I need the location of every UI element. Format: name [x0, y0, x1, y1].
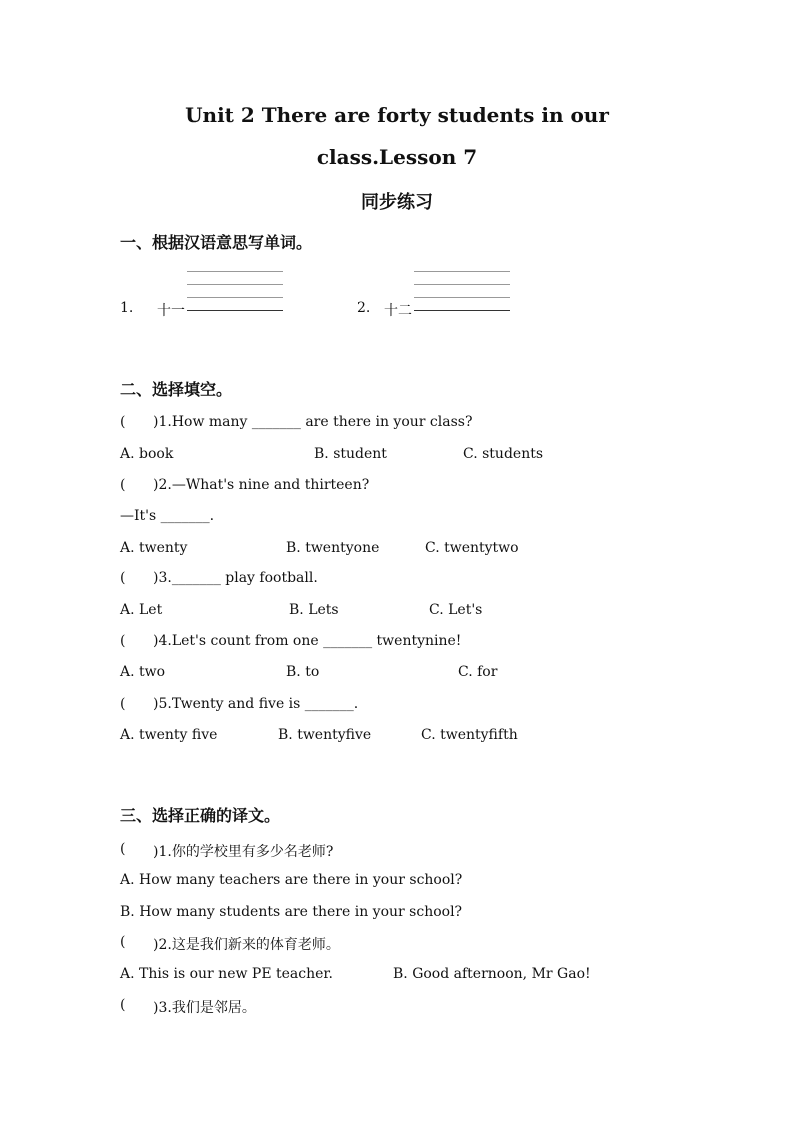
s3-q3-paren: ( — [120, 997, 126, 1013]
s2-q4-option-a: A. two — [120, 664, 166, 680]
s2-q5-text: )5.Twenty and five is _______. — [153, 696, 359, 712]
s2-q2-paren: ( — [120, 477, 126, 493]
section2-heading: 二、选择填空。 — [120, 380, 233, 399]
s1-item1-word: 十一 — [157, 303, 185, 319]
s3-q2-option-b: B. Good afternoon, Mr Gao! — [393, 966, 591, 982]
writing-guide-line — [414, 297, 510, 298]
s2-q1-text: )1.How many _______ are there in your class? — [153, 414, 473, 430]
writing-guide-line — [414, 310, 510, 311]
writing-guide-line — [187, 310, 283, 311]
s3-q1-option-b: B. How many students are there in your school? — [120, 904, 463, 920]
writing-guide-line — [187, 284, 283, 285]
section1-heading: 一、根据汉语意思写单词。 — [120, 233, 313, 252]
s2-q2-reply: —It's _______. — [120, 508, 215, 524]
s1-item2-word: 十二 — [384, 303, 412, 319]
writing-guide-line — [187, 271, 283, 272]
s2-q3-paren: ( — [120, 570, 126, 586]
subtitle: 同步练习 — [361, 192, 433, 213]
s2-q2-text: )2.—What's nine and thirteen? — [153, 477, 370, 493]
title-line-1: Unit 2 There are forty students in our — [185, 103, 609, 127]
s2-q3-option-b: B. Lets — [289, 602, 339, 618]
s3-q1-option-a: A. How many teachers are there in your school? — [120, 872, 463, 888]
section3-heading: 三、选择正确的译文。 — [120, 806, 281, 825]
writing-guide-line — [187, 297, 283, 298]
s2-q2-option-c: C. twentytwo — [425, 540, 519, 556]
s3-q1-text: )1.你的学校里有多少名老师? — [153, 844, 334, 860]
s2-q5-paren: ( — [120, 696, 126, 712]
s2-q1-option-b: B. student — [314, 446, 387, 462]
s3-q3-text: )3.我们是邻居。 — [153, 1000, 256, 1016]
s2-q1-option-c: C. students — [463, 446, 544, 462]
s2-q2-option-b: B. twentyone — [286, 540, 380, 556]
s3-q1-paren: ( — [120, 841, 126, 857]
s2-q5-option-a: A. twenty five — [120, 727, 218, 743]
s2-q3-option-c: C. Let's — [429, 602, 483, 618]
s2-q3-option-a: A. Let — [120, 602, 163, 618]
s2-q2-option-a: A. twenty — [120, 540, 188, 556]
s3-q2-option-a: A. This is our new PE teacher. — [120, 966, 334, 982]
s3-q2-text: )2.这是我们新来的体育老师。 — [153, 937, 340, 953]
s2-q4-option-b: B. to — [286, 664, 320, 680]
s1-item2-number: 2. — [357, 300, 371, 316]
s3-q2-paren: ( — [120, 934, 126, 950]
s2-q4-option-c: C. for — [458, 664, 498, 680]
s2-q3-text: )3._______ play football. — [153, 570, 318, 586]
s2-q1-option-a: A. book — [120, 446, 174, 462]
writing-guide-line — [414, 284, 510, 285]
writing-guide-line — [414, 271, 510, 272]
s2-q5-option-c: C. twentyfifth — [421, 727, 518, 743]
s2-q1-paren: ( — [120, 414, 126, 430]
title-line-2: class.Lesson 7 — [316, 145, 478, 169]
s2-q5-option-b: B. twentyfive — [278, 727, 372, 743]
s1-item1-number: 1. — [120, 300, 134, 316]
s2-q4-paren: ( — [120, 633, 126, 649]
s2-q4-text: )4.Let's count from one _______ twentynine! — [153, 633, 462, 649]
